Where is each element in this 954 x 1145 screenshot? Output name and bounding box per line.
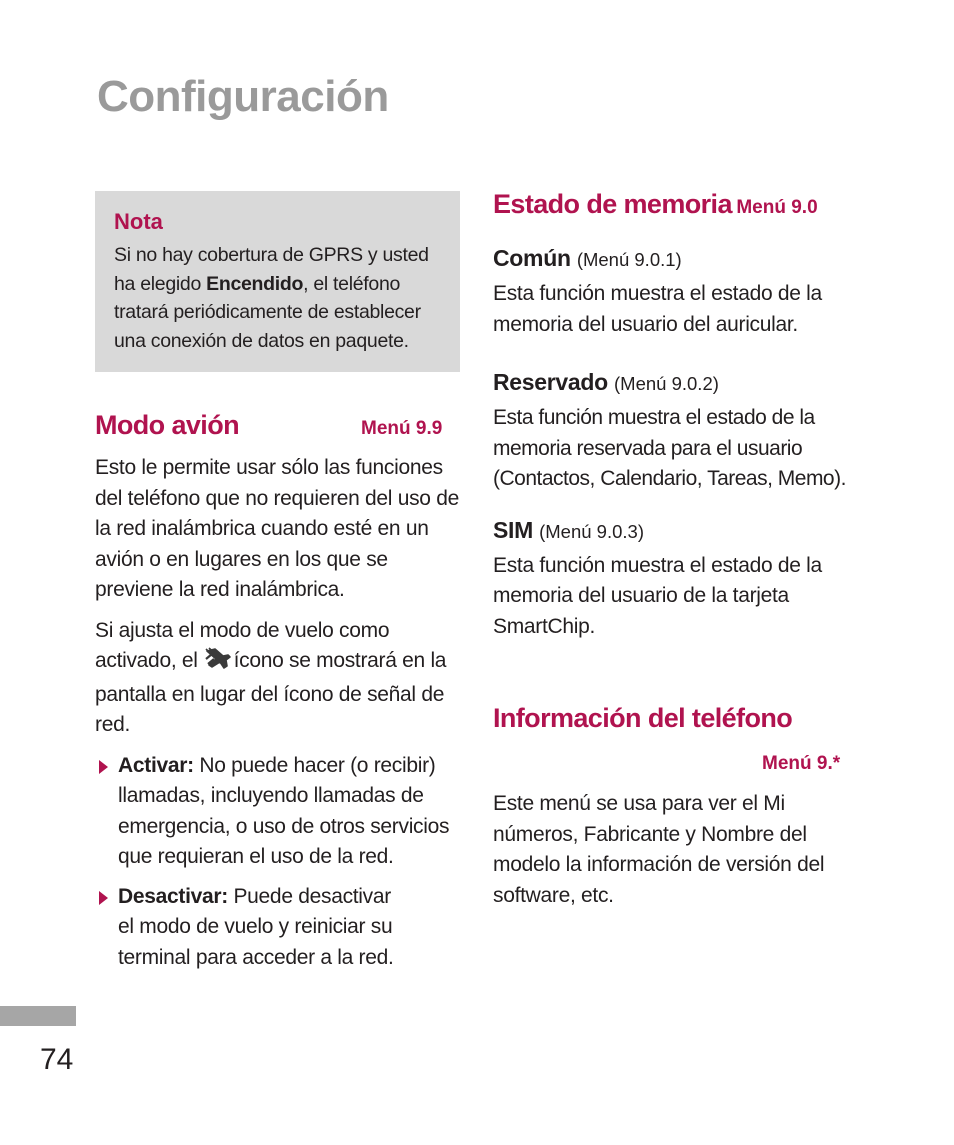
page-number: 74 [40, 1043, 74, 1076]
note-box [95, 191, 460, 372]
reservado-menu: (Menú 9.0.2) [614, 373, 719, 394]
page-title: Configuración [97, 72, 389, 121]
bullet-label: Desactivar: [118, 884, 228, 908]
modo-avion-menu-tag: Menú 9.9 [361, 418, 443, 439]
note-title: Nota [114, 209, 163, 234]
comun-menu: (Menú 9.0.1) [576, 249, 682, 270]
comun-text: Esta función muestra el estado de la memoria del usuario del auricular. [493, 282, 822, 336]
modo-avion-heading: Modo avión [95, 410, 239, 440]
bullet-text: Puede desactivar el modo de vuelo y reiniciar su terminal para acceder a la red. [118, 884, 394, 969]
bullet-arrow-icon [99, 760, 108, 774]
comun-title: Común [493, 245, 571, 271]
sim-title: SIM [493, 516, 533, 543]
reservado-title: Reservado [493, 369, 608, 395]
comun-heading [493, 245, 855, 272]
page-tab [0, 1006, 76, 1026]
info-telefono-heading: Información del teléfono [493, 703, 793, 733]
modo-avion-bullets [95, 751, 463, 974]
note-text-before: Si no hay cobertura de GPRS y usted ha elegido [114, 244, 429, 295]
info-telefono-text: Este menú se usa para ver el Mi números, Fabricante y Nombre del modelo la información de versión del software, etc. [493, 792, 825, 907]
estado-memoria-heading: Estado de memoria [493, 189, 732, 219]
sim-menu: (Menú 9.0.3) [539, 520, 644, 542]
sim-heading [493, 517, 855, 544]
bullet-label: Activar: [118, 753, 194, 777]
bullet-desactivar [95, 882, 463, 974]
note-text-bold: Encendido [206, 272, 304, 295]
note-text-after: , el teléfono tratará periódicamente de establecer una conexión de datos en paquete. [114, 272, 421, 352]
bullet-arrow-icon [99, 891, 108, 905]
modo-avion-para1: Esto le permite usar sólo las funciones del teléfono que no requieren del uso de la red inalámbrica cuando esté en un avión o en lugares en los que se previene la red inalámbrica. [95, 456, 459, 601]
bullet-activar [95, 751, 463, 873]
modo-avion-body [95, 453, 463, 982]
note-text [114, 241, 442, 355]
estado-memoria-heading-row [493, 189, 818, 220]
reservado-heading [493, 369, 855, 396]
bullet-text: No puede hacer (o recibir) llamadas, incluyendo llamadas de emergencia, o uso de otros servicios que requieran el uso de la red. [118, 753, 450, 868]
estado-memoria-menu-tag: Menú 9.0 [736, 197, 818, 218]
info-telefono-menu-tag: Menú 9.* [762, 753, 841, 774]
estado-memoria-body [493, 245, 855, 642]
modo-avion-para2-before: Si ajusta el modo de vuelo como activado, el [95, 618, 390, 672]
modo-avion-para2-after: ícono se mostrará en la pantalla en lugar del ícono de señal de red. [95, 649, 447, 736]
sim-text: Esta función muestra el estado de la memoria del usuario de la tarjeta SmartChip. [493, 553, 822, 638]
airplane-mode-icon [204, 646, 232, 680]
reservado-text: Esta función muestra el estado de la memoria reservada para el usuario (Contactos, Calendario, Tareas, Memo). [493, 406, 846, 490]
modo-avion-para2 [95, 616, 463, 741]
